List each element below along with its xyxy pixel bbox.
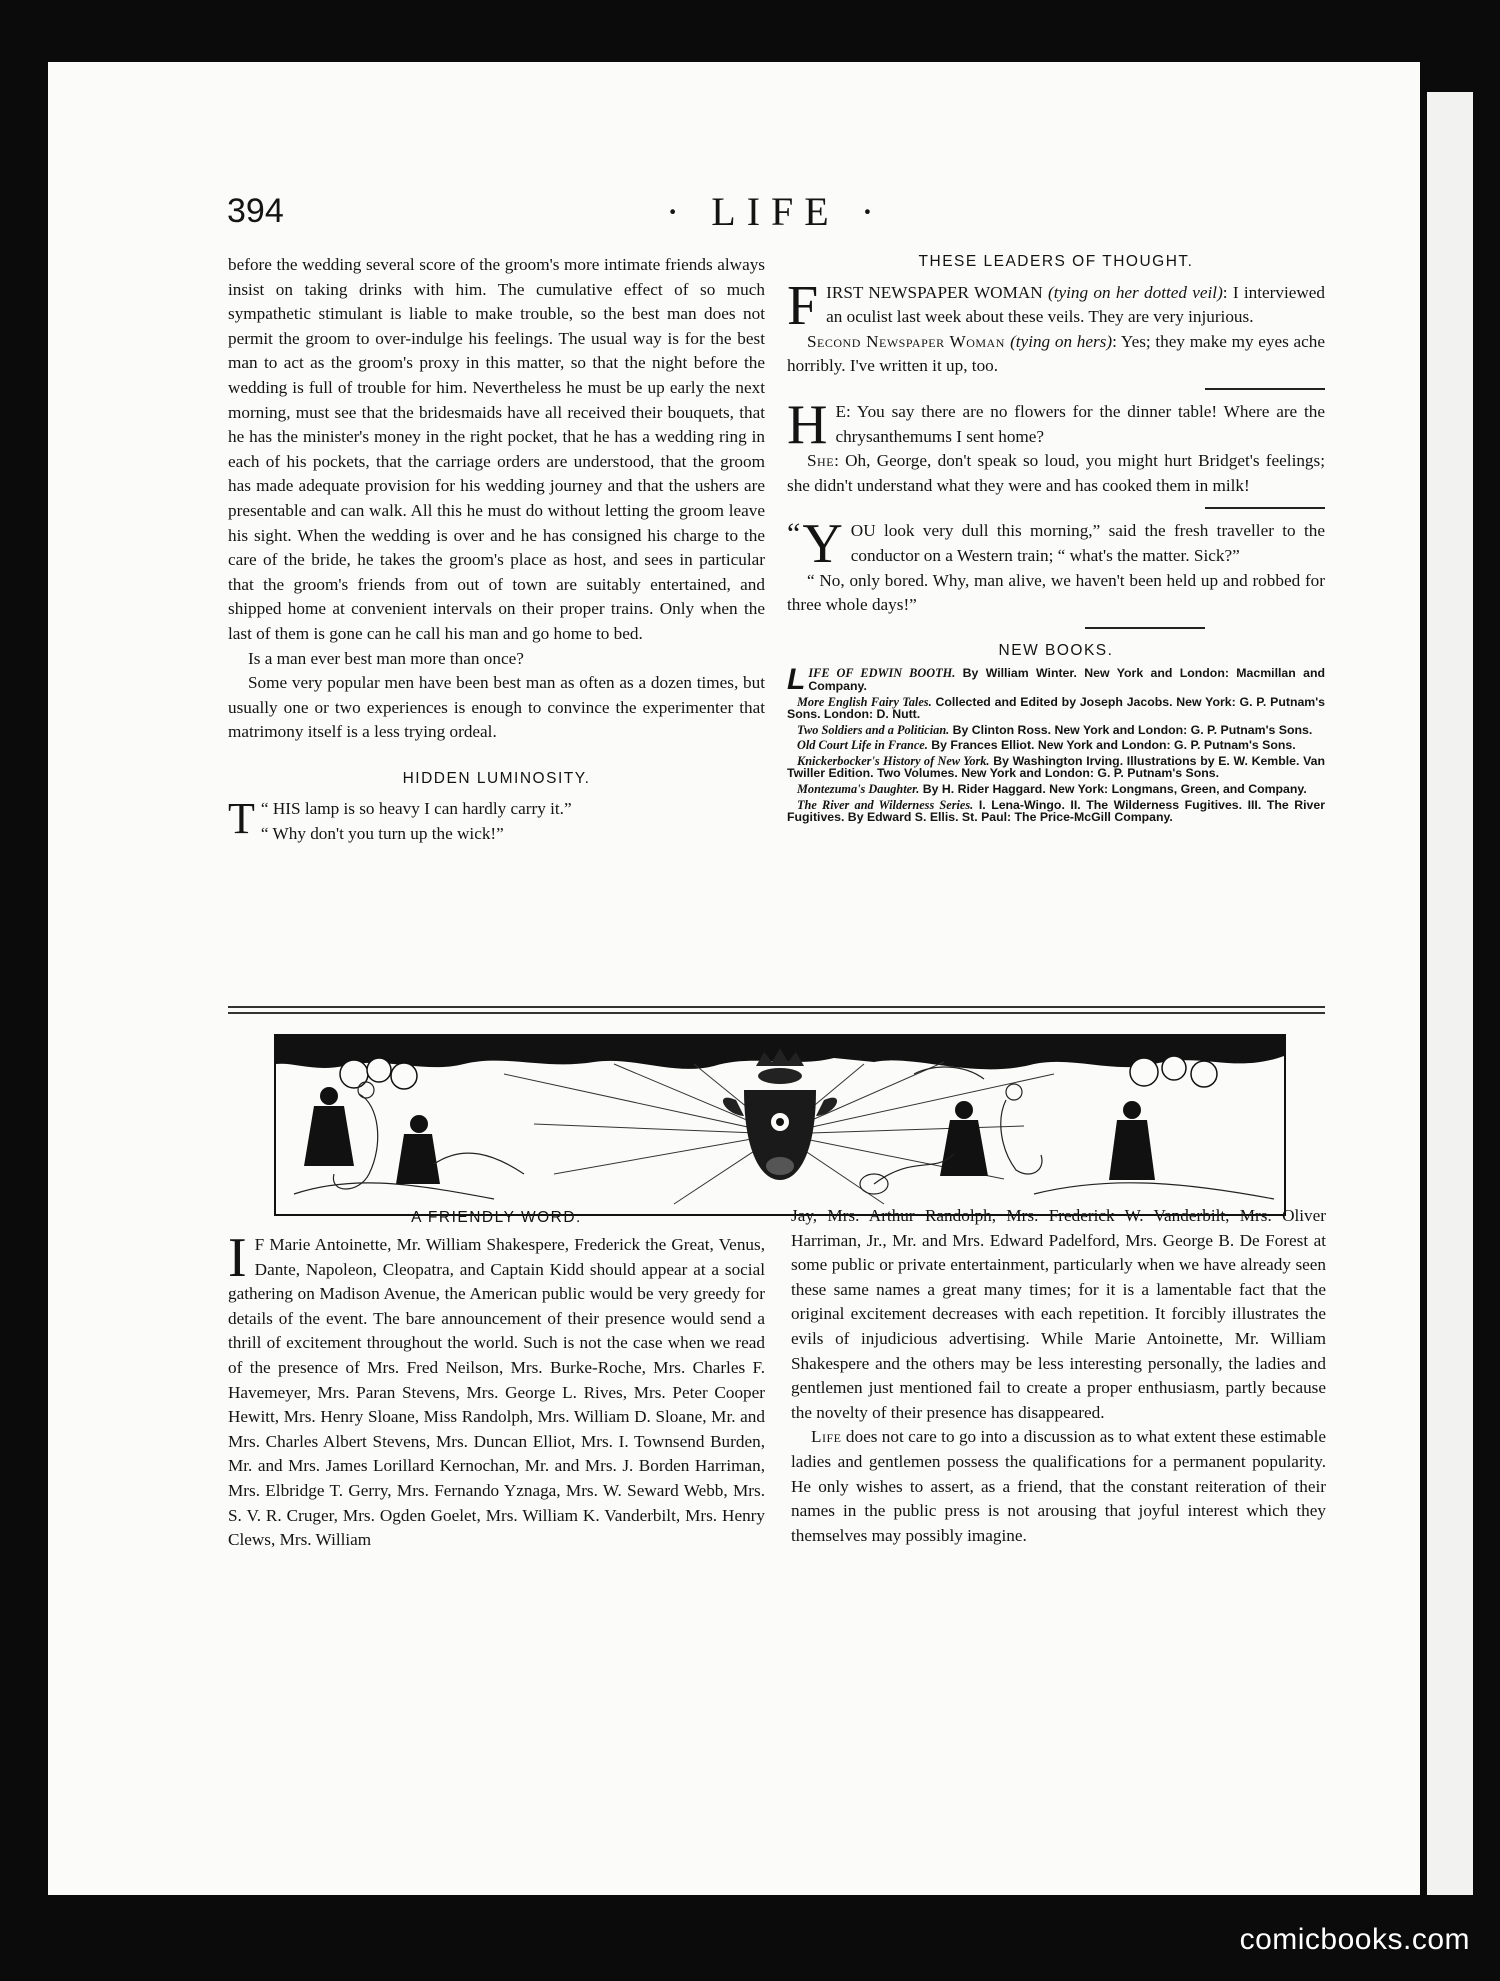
book-list bbox=[787, 663, 1325, 825]
page-header bbox=[227, 189, 1324, 242]
drop-cap: L bbox=[787, 663, 806, 697]
left-column-article bbox=[228, 253, 765, 847]
open-quote: “ bbox=[260, 799, 273, 819]
book-entry bbox=[787, 739, 1325, 752]
book-title: More English Fairy Tales. bbox=[797, 694, 932, 709]
book-title: Two Soldiers and a Politician. bbox=[797, 722, 950, 737]
dialogue-speaker: She bbox=[807, 451, 835, 471]
book-details: By William Winter. New York and London: Macmillan and Company. bbox=[808, 666, 1325, 693]
book-title: The River and Wilderness Series. bbox=[797, 797, 974, 812]
book-title: IFE OF EDWIN BOOTH. bbox=[808, 666, 956, 681]
book-entry bbox=[787, 783, 1325, 796]
new-books-heading: NEW BOOKS. bbox=[998, 641, 1114, 659]
hidden-luminosity-heading: HIDDEN LUMINOSITY. bbox=[402, 769, 591, 787]
friendly-word-right-column bbox=[791, 1204, 1326, 1548]
watermark: comicbooks.com bbox=[1239, 1923, 1470, 1956]
book-details: Collected and Edited by Joseph Jacobs. New York: G. P. Putnam's Sons. London: D. Nutt. bbox=[787, 694, 1325, 722]
separator-rule bbox=[1205, 507, 1325, 509]
book-details: By Frances Elliot. New York and London: G. P. Putnam's Sons. bbox=[927, 738, 1296, 753]
open-quote: “ bbox=[787, 517, 801, 551]
flowers-joke bbox=[787, 393, 1325, 456]
book-title: Old Court Life in France. bbox=[797, 738, 928, 753]
stage-direction: (tying on hers) bbox=[1010, 331, 1113, 351]
dialogue-text: : Oh, George, don't speak so loud, you might hurt Bridget's feelings; she didn't understand what they were and has cooked them in milk! bbox=[787, 451, 1325, 495]
magazine-name: Life bbox=[811, 1427, 842, 1447]
dialogue-text: E: You say there are no flowers for the dinner table! Where are the chrysanthemums I sent home? bbox=[835, 401, 1325, 446]
book-entry bbox=[787, 663, 1325, 697]
leaders-paragraph bbox=[787, 330, 1325, 379]
article-text: F Marie Antoinette, Mr. William Shakespere, Frederick the Great, Venus, Dante, Napoleon, Cleopatra, and Captain Kidd should appear at a social gathering on Madison Avenue, the American public would be very greedy for details of the event. The bare announcement of their presence would send a thrill of excitement throughout the world. Such is not the case when we read of the presence of Mrs. Fred Neilson, Mrs. Burke-Roche, Mrs. Charles F. Havemeyer, Mrs. Paran Stevens, Mrs. George L. Rives, Mrs. Peter Cooper Hewitt, Mrs. Henry Sloane, Miss Randolph, Mrs. William D. Sloane, Mr. and Mrs. Charles Albert Stevens, Mrs. Duncan Elliot, Mrs. I. Townsend Burden, Mr. and Mrs. James Lorillard Kernochan, Mr. and Mrs. J. Borden Harriman, Mrs. Elbridge T. Gerry, Mrs. Fernando Yznaga, Mrs. W. Seward Webb, Mrs. S. V. R. Cruger, Mrs. Ogden Goelet, Mrs. William K. Vanderbilt, Mrs. Henry Clews, Mrs. William bbox=[228, 1235, 765, 1550]
worship-illustration bbox=[274, 1034, 1286, 1216]
drop-cap: F bbox=[787, 274, 819, 337]
article-paragraph: before the wedding several score of the groom's more intimate friends always insist on taking drinks with him. The cumulative effect of so much sympathetic stimulant is liable to make trouble, so the best man does not permit the groom to over-indulge his feelings. The usual way is for the best man to act as the groom's proxy in this matter, so that the night before the wedding is full of trouble for him. Nevertheless he must be up early the next morning, must see that the bridesmaids have all received their bouquets, that he has the minister's money in the right pocket, that he has a wedding ring in each of his pockets, that the carriage orders are understood, that the groom has made adequate provision for his wedding journey and that the ushers are presentable and can walk. All this he must do without letting the groom leave his sight. When the wedding is over and he has consigned his charge to the care of the bride, he takes the groom's place as host, and sees in particular that the groom's friends from out of town are suitably entertained, and shipped home at convenient intervals on their proper trains. Only when the last of them is gone can he call his man and go home to bed. bbox=[228, 255, 765, 643]
drop-cap: H bbox=[787, 393, 828, 456]
joke-line: HIS lamp is so heavy I can hardly carry it.” bbox=[272, 799, 572, 819]
book-entry bbox=[787, 799, 1325, 824]
article-paragraph: Some very popular men have been best man as often as a dozen times, but usually one or two experiences is enough to convince the experimenter that matrimony itself is a less trying ordeal. bbox=[228, 673, 765, 742]
hidden-luminosity-text bbox=[228, 794, 765, 846]
train-joke-reply: “ No, only bored. Why, man alive, we haven't been held up and robbed for three whole days!” bbox=[787, 570, 1325, 615]
separator-rule bbox=[1085, 627, 1205, 629]
dialogue-speaker: Second Newspaper Woman bbox=[807, 331, 1011, 351]
friendly-paragraph: Jay, Mrs. Arthur Randolph, Mrs. Frederick W. Vanderbilt, Mrs. Oliver Harriman, Jr., Mr. and Mrs. Edward Padelford, Mrs. George B. De Forest at some public or private entertainment, particularly when we have already seen these same names a great many times; for it is a lamentable fact that the original excitement decreases with each repetition. It forcibly illustrates the evils of injudicious advertising. While Marie Antoinette, Mr. William Shakespere and the others may be less interesting personally, the ladies and gentlemen just mentioned fail to create a proper enthusiasm, partly because the novelty of their presence has disappeared. bbox=[791, 1206, 1326, 1422]
stage-direction: (tying on her dotted veil) bbox=[1047, 282, 1223, 302]
book-details: I. Lena-Wingo. II. The Wilderness Fugitives. III. The River Fugitives. By Edward S. Ellis. St. Paul: The Price-McGill Company. bbox=[787, 797, 1325, 825]
right-column bbox=[787, 250, 1325, 827]
book-title: Montezuma's Daughter. bbox=[797, 782, 920, 797]
article-paragraph: Is a man ever best man more than once? bbox=[248, 648, 524, 668]
book-details: By H. Rider Haggard. New York: Longmans, Green, and Company. bbox=[919, 782, 1307, 797]
book-title: Knickerbocker's History of New York. bbox=[797, 753, 990, 768]
friendly-word-heading: A FRIENDLY WORD. bbox=[411, 1209, 582, 1226]
book-details: By Clinton Ross. New York and London: G. P. Putnam's Sons. bbox=[949, 722, 1313, 737]
separator-rule bbox=[1205, 388, 1325, 390]
flowers-joke-reply bbox=[787, 449, 1325, 498]
friendly-paragraph bbox=[228, 1227, 765, 1553]
drop-cap: T bbox=[228, 794, 255, 844]
book-details: By Washington Irving. Illustrations by E. W. Kemble. Van Twiller Edition. Two Volumes. New York and London: G. P. Putnam's Sons. bbox=[787, 753, 1325, 781]
book-entry bbox=[787, 755, 1325, 780]
leaders-paragraph bbox=[787, 274, 1325, 337]
dialogue-text: OU look very dull this morning,” said the fresh traveller to the conductor on a Western train; “ what's the matter. Sick?” bbox=[850, 521, 1325, 565]
page-number: 394 bbox=[227, 192, 284, 230]
dialogue-speaker: IRST NEWSPAPER WOMAN bbox=[826, 282, 1048, 302]
dialogue-text: : Yes; they make my eyes ache horribly. I've written it up, too. bbox=[787, 331, 1325, 376]
double-rule-divider bbox=[228, 1006, 1325, 1014]
leaders-heading: THESE LEADERS OF THOUGHT. bbox=[918, 253, 1194, 270]
facing-page-edge bbox=[1427, 92, 1473, 1895]
masthead-life: · LIFE · bbox=[665, 189, 886, 234]
friendly-word-left-column bbox=[228, 1209, 765, 1553]
dialogue-text: : I interviewed an oculist last week about these veils. They are very injurious. bbox=[826, 282, 1325, 327]
friendly-paragraph bbox=[791, 1425, 1326, 1548]
book-entry bbox=[787, 696, 1325, 721]
book-entry bbox=[787, 724, 1325, 737]
article-text: does not care to go into a discussion as to what extent these estimable ladies and gentlemen possess the qualifications for a permanent popularity. He only wishes to assert, as a friend, that the constant reiteration of their names in the public press is not arousing that joyful interest which they themselves may possibly imagine. bbox=[791, 1427, 1326, 1545]
drop-cap: Y bbox=[802, 513, 843, 576]
train-joke bbox=[787, 513, 1325, 576]
joke-reply: “ Why don't you turn up the wick!” bbox=[260, 824, 504, 844]
drop-cap: I bbox=[228, 1227, 247, 1289]
